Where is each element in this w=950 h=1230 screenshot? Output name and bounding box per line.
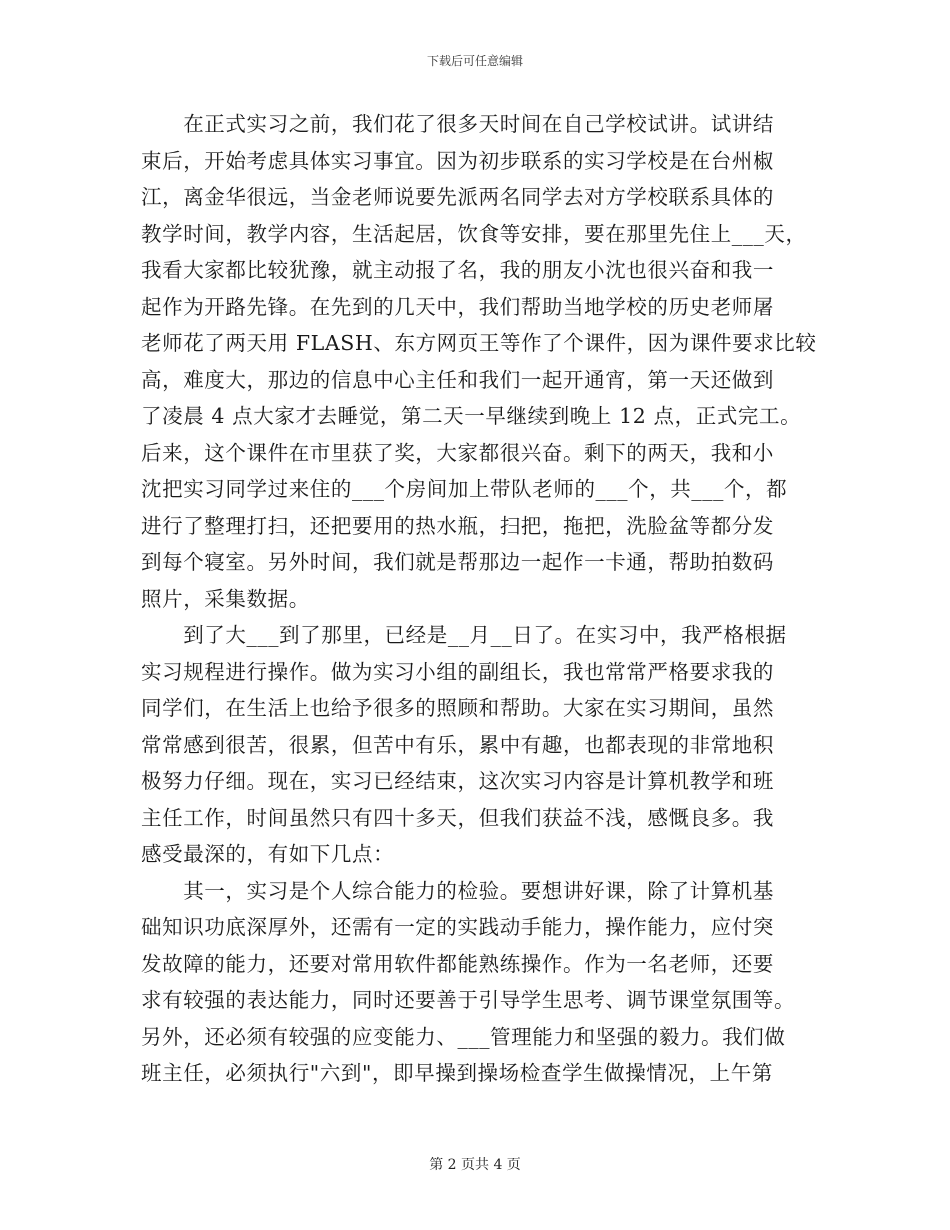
text-line: 极努力仔细。现在，实习已经结束，这次实习内容是计算机教学和班 [141,769,774,793]
text-line: 了凌晨 4 点大家才去睡觉，第二天一早继续到晚上 12 点，正式完工。 [141,404,802,428]
text-line: 照片，采集数据。 [141,586,310,611]
text-line: 到了大___到了那里，已经是__月__日了。在实习中，我严格根据 [141,623,787,647]
text-line: 实习规程进行操作。做为实习小组的副组长，我也常常严格要求我的 [141,659,774,684]
text-line: 老师花了两天用 FLASH、东方网页王等作了个课件，因为课件要求比较 [141,331,817,355]
text-line: 另外，还必须有较强的应变能力、___管理能力和坚强的毅力。我们做 [141,1024,786,1049]
text-line: 发故障的能力，还要对常用软件都能熟练操作。作为一名老师，还要 [141,951,774,976]
text-line: 起作为开路先锋。在先到的几天中，我们帮助当地学校的历史老师屠 [141,294,774,319]
text-line: 束后，开始考虑具体实习事宜。因为初步联系的实习学校是在台州椒 [141,148,774,173]
text-line: 同学们，在生活上也给予很多的照顾和帮助。大家在实习期间，虽然 [141,696,774,720]
text-line: 到每个寝室。另外时间，我们就是帮那边一起作一卡通，帮助拍数码 [141,550,774,574]
page-footer: 第 2 页共 4 页 [429,1157,521,1173]
text-line: 高，难度大，那边的信息中心主任和我们一起开通宵，第一天还做到 [141,367,774,392]
text-line: 进行了整理打扫，还把要用的热水瓶，扫把，拖把，洗脸盆等都分发 [141,513,774,538]
text-line: 主任工作，时间虽然只有四十多天，但我们获益不浅，感慨良多。我 [141,805,774,830]
text-line: 教学时间，教学内容，生活起居，饮食等安排，要在那里先住上___天， [141,221,807,246]
page-header: 下载后可任意编辑 [426,54,523,68]
text-line: 感受最深的，有如下几点： [141,842,395,866]
text-line: 础知识功底深厚外，还需有一定的实践动手能力，操作能力，应付突 [141,915,774,939]
text-line: 江，离金华很远，当金老师说要先派两名同学去对方学校联系具体的 [141,185,774,209]
text-line: 在正式实习之前，我们花了很多天时间在自己学校试讲。试讲结 [141,112,774,136]
text-line: 班主任，必须执行"六到"，即早操到操场检查学生做操情况，上午第 [141,1061,773,1085]
text-line: 沈把实习同学过来住的___个房间加上带队老师的___个，共___个，都 [141,477,788,501]
text-line: 其一，实习是个人综合能力的检验。要想讲好课，除了计算机基 [141,878,774,903]
text-line: 后来，这个课件在市里获了奖，大家都很兴奋。剩下的两天，我和小 [141,440,774,465]
text-line: 常常感到很苦，很累，但苦中有乐，累中有趣，也都表现的非常地积 [141,732,774,757]
document-body [141,106,817,1092]
text-line: 求有较强的表达能力，同时还要善于引导学生思考、调节课堂氛围等。 [141,988,796,1012]
text-line: 我看大家都比较犹豫，就主动报了名，我的朋友小沈也很兴奋和我一 [141,258,774,282]
